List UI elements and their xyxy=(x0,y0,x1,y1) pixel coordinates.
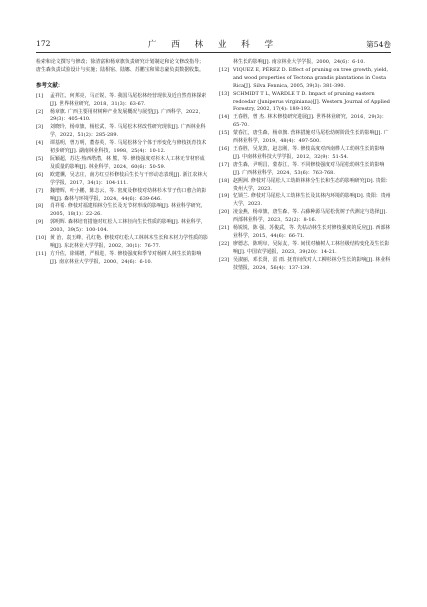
reference-number: [22] xyxy=(219,240,230,247)
reference-text: 谭基明，曾万明，董春英，等. 马尾松林分个体于形变化与修枝抚育技术初步研究[J]. 湖南林业科技，1998，25(4)：10-12. xyxy=(50,140,207,155)
reference-item xyxy=(219,178,391,194)
reference-item xyxy=(219,67,391,91)
page-number: 172 xyxy=(36,39,51,48)
reference-number: [14] xyxy=(219,114,230,121)
reference-text: 忆锁兰. 修枝对马尾松人工幼林生长及其林内环境的影响[D]. 贵阳：贵州大学，2023. xyxy=(233,193,391,208)
reference-item xyxy=(36,251,208,267)
reference-number: [20] xyxy=(219,209,230,216)
reference-number: [8] xyxy=(36,203,44,210)
reference-number: [9] xyxy=(36,219,44,226)
reference-number: [3] xyxy=(36,124,44,131)
reference-list-left xyxy=(36,93,208,267)
reference-item xyxy=(219,225,391,241)
reference-text: 凌金燕，杨章旗，唐生森，等. 占藤种源马尾松优树子代测定与选择[J]. 西部林业科学，2023，52(2)：8-16. xyxy=(233,209,388,224)
volume-label: 第54卷 xyxy=(366,40,391,49)
reference-item xyxy=(36,188,208,204)
reference-text: 廖德志，陈明阜，吴际友，等. 间伐对楠树人工林径级结构变化及生长影响[J]. 中国农学通报，2023，39(20)：14-21. xyxy=(233,240,390,255)
reference-text: 杨锐锐，陈 强，苏俊武，等. 先枯动林生长对修枝强度的反应[J]. 西部林业科学，2015，44(6)：66-71. xyxy=(233,225,391,239)
reference-number: [18] xyxy=(219,177,230,184)
reference-text: VIQUEZ E, PÉREZ D. Effect of pruning on tree growth, yield, and wood properties of Tectona grandis plantations in Costa Rica[J]. Silva Fennica, 2005, 39(3): 381-390. xyxy=(233,66,389,89)
reference-number: [1] xyxy=(36,92,44,99)
reference-text: 郭明辉. 森林培育措施对红松人工林径向生长性质的影响[J]. 林业科学，2003，39(5)：100-104. xyxy=(50,219,206,234)
reference-text: 欧建骥，吴志庄，南方红豆杉修枝后生长与干形动态表现[J]. 浙江农林大学学报，2017，34(1)：104-111. xyxy=(50,171,208,186)
reference-item xyxy=(219,146,391,162)
reference-item xyxy=(219,193,391,209)
reference-text: 吴淑丽，邓长贤，雷 雨. 抚育间伐对人工柳杉林分生长的影响[J]. 林业科技情报，2024，56(4)：137-139. xyxy=(233,256,391,271)
reference-item xyxy=(219,130,391,146)
reference-item xyxy=(219,114,391,130)
reference-number: [23] xyxy=(219,256,230,263)
reference-text: 唐生森，尹明昌，蒙春江，等. 不同修枝强度对马尾松幼林生长的影响[J]. 广西林业科学，2024，53(6)：763-768. xyxy=(233,161,385,176)
reference-text: 王春胜，曾 杰. 林木修枝研究进展[J]. 世界林业研究，2016，29(3)：65-70. xyxy=(233,114,387,129)
reference-text: 黄 治，袁玉峰，孔红艳. 修枝对红松人工林林木生长和木材力学性质的影响[J]. 东北林业大学学报，2002，30(1)：76-77. xyxy=(50,235,208,249)
reference-item xyxy=(36,93,208,109)
references-heading: 参考文献： xyxy=(36,82,64,89)
reference-item xyxy=(36,203,208,219)
reference-text: 方升佐，徐锡增，严相进，等. 修枝强度和季节对杨树人林生长的影响[J]. 南京林业大学学报，2000，24(6)：6-10. xyxy=(50,250,202,265)
running-header xyxy=(36,36,391,53)
reference-item xyxy=(36,124,208,140)
reference-item xyxy=(36,156,208,172)
left-column xyxy=(36,59,208,267)
reference-number: [7] xyxy=(36,187,44,194)
reference-list-right xyxy=(219,67,391,273)
reference-text: 蒙春江，唐生森，杨章旗. 营林措施对马尾松幼树阶段生长的影响[J]. 广西林业科学，2019，48(4)：497-500. xyxy=(233,130,389,145)
reference-text: 赵熙洲. 修枝对马尾松人工幼龄林林分生长和生态的影响研究[D]. 贵阳：贵州大学，2023. xyxy=(233,177,391,192)
reference-item xyxy=(219,241,391,257)
reference-text: 刘晓玲，杨章旗，杨松武，等. 马尾松木材改性研究现状[J]. 广西林业科学，2022，51(2)：285-289. xyxy=(50,124,206,139)
reference-item xyxy=(219,257,391,273)
reference-continuation: 林生长的影响[J]. 南京林业大学学报，2000，24(6)：6-10. xyxy=(233,59,365,65)
reference-text: 魏增辉，叶小鹏，陈志云，等. 密度及修枝对幼林杉木节子伤口愈合的影响[J]. 森林与环境学报，2024，44(6)：639-646. xyxy=(50,187,207,202)
reference-number: [6] xyxy=(36,171,44,178)
reference-number: [4] xyxy=(36,140,44,147)
reference-number: [15] xyxy=(219,130,230,137)
reference-item xyxy=(36,140,208,156)
journal-title: 广 西 林 业 科 学 xyxy=(147,40,280,50)
reference-text: 王春胜，吴龙敦，赵志刚，等. 修枝高度对西南桦人工幼林生长的影响[J]. 中南林业科技大学学报，2012，32(9)：51-54. xyxy=(233,145,385,160)
reference-text: 孟祥江，何邦亮，马正锐，等. 我国马尾松林经营现状及近自然育林探索[J]. 世界林业研究，2018，31(3)：63-67. xyxy=(50,92,207,107)
reference-number: [2] xyxy=(36,108,44,115)
reference-number: [19] xyxy=(219,193,230,200)
reference-number: [10] xyxy=(36,235,47,242)
reference-number: [16] xyxy=(219,145,230,152)
reference-item xyxy=(36,235,208,251)
reference-text: SCHMIDT T L, WARDLE T D. Impact of pruning eastern redcedar (Juniperus virginiana)[J]. Western Journal of Applied Forestry, 2002, 17(4): 189-193. xyxy=(233,90,390,113)
reference-item xyxy=(219,209,391,225)
reference-item xyxy=(36,219,208,235)
reference-number: [11] xyxy=(36,250,47,257)
contribution-statement: 检索和论文撰写与修改；徐清富和杨章旗负责研究计划制定和论文修改指导；唐生森负责试验设计与实施；陆相宿、陆娜、苏鹏宝和梁志豪负责数据收集。 xyxy=(36,59,204,73)
reference-item xyxy=(36,172,208,188)
reference-item xyxy=(219,91,391,115)
reference-number: [13] xyxy=(219,90,230,97)
reference-number: [12] xyxy=(219,66,230,73)
reference-text: 肖祥希. 修枝对福建柏林分生长及无节材形成的影响[J]. 林业科学研究，2005，18(1)：22-26. xyxy=(50,203,206,218)
reference-number: [17] xyxy=(219,161,230,168)
reference-number: [5] xyxy=(36,155,44,162)
reference-item xyxy=(219,162,391,178)
reference-item xyxy=(36,109,208,125)
reference-number: [21] xyxy=(219,225,230,232)
reference-text: 杨章旗. 广西主要用材树种产业发展概况与展望[J]. 广西科学，2022，29(3)：405-410. xyxy=(50,108,204,123)
right-column xyxy=(219,59,391,272)
reference-text: 阮颖超，苏达·热西塔潜，林 熊，等. 修枝强度对杉木人工林无节材形成及质量的影响[J]. 林业科学，2024，60(6)：50-59. xyxy=(50,155,205,170)
